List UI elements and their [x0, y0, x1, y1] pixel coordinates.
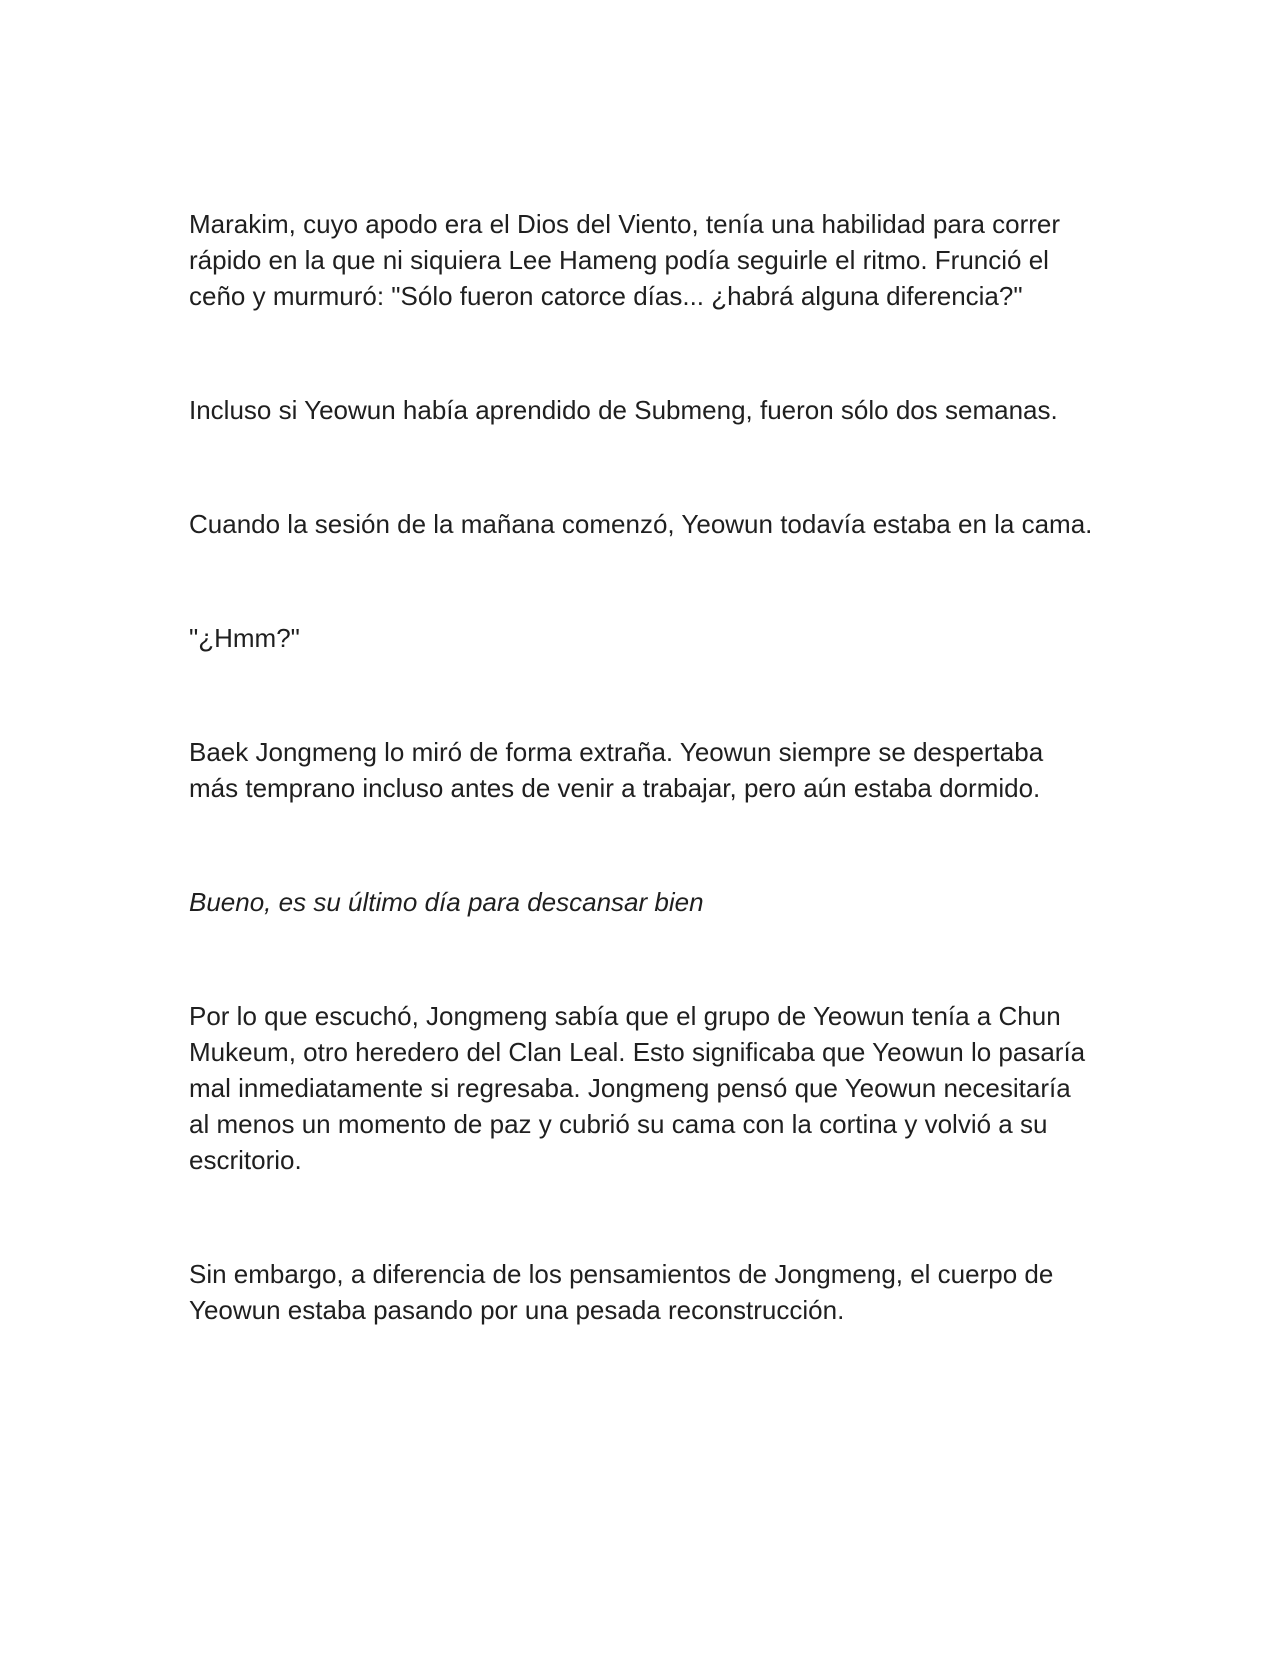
paragraph-por-lo-que: Por lo que escuchó, Jongmeng sabía que el grupo de Yeowun tenía a Chun Mukeum, otro heredero del Clan Leal. Esto significaba que Yeowun lo pasaría mal inmediatamente si regresaba. Jongmeng pensó que Yeowun necesitaría al menos un momento de paz y cubrió su cama con la cortina y volvió a su escritorio. — [189, 1001, 1086, 1175]
paragraph-incluso: Incluso si Yeowun había aprendido de Submeng, fueron sólo dos semanas. — [189, 395, 1058, 425]
paragraph-hmm: "¿Hmm?" — [189, 623, 300, 653]
paragraph-marakim: Marakim, cuyo apodo era el Dios del Viento, tenía una habilidad para correr rápido en la que ni siquiera Lee Hameng podía seguirle el ritmo. Frunció el ceño y murmuró: "Sólo fueron catorce días... ¿habrá alguna diferencia?" — [189, 209, 1061, 311]
document-body — [189, 206, 1095, 1328]
paragraph-cuando: Cuando la sesión de la mañana comenzó, Yeowun todavía estaba en la cama. — [189, 509, 1093, 539]
paragraph-sin-embargo: Sin embargo, a diferencia de los pensamientos de Jongmeng, el cuerpo de Yeowun estaba pasando por una pesada reconstrucción. — [189, 1259, 1054, 1325]
paragraph-baek: Baek Jongmeng lo miró de forma extraña. Yeowun siempre se despertaba más temprano incluso antes de venir a trabajar, pero aún estaba dormido. — [189, 737, 1044, 803]
paragraph-bueno-italic: Bueno, es su último día para descansar bien — [189, 887, 704, 917]
